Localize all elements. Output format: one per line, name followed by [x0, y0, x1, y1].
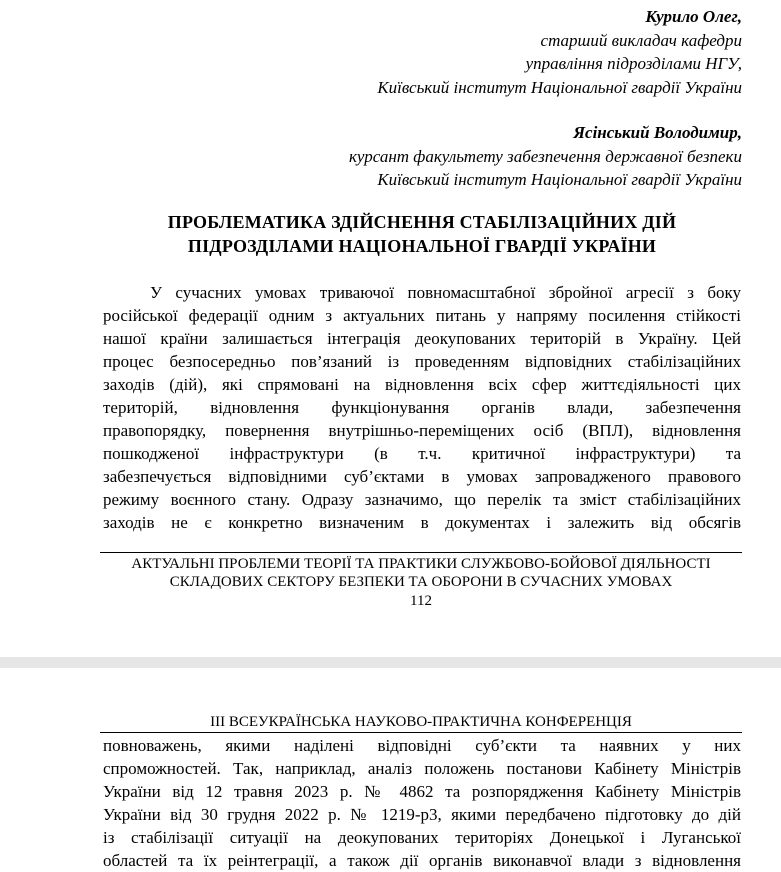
- author-department: управління підрозділами НГУ,: [525, 54, 742, 73]
- text-line: нашої країни залишається інтеграція деокупованих територій в Україну. Цей: [103, 329, 741, 348]
- page-separator: [0, 657, 781, 668]
- paragraph: [103, 281, 741, 534]
- author-institution: Київський інститут Національної гвардії України: [377, 77, 742, 97]
- text-line: територій, відновлення функціонування органів влади, забезпечення: [103, 398, 741, 417]
- text-line: заходів (дій), які спрямовані на відновлення всіх сфер життєдіяльності цих: [103, 375, 741, 394]
- text-line: України від 30 грудня 2022 р. № 1219-р3, якими передбачено підготовку до дій: [103, 805, 741, 824]
- footer-divider: [100, 552, 742, 553]
- author-block-yasinskyi: [349, 121, 742, 192]
- author-institution: Київський інститут Національної гвардії України: [377, 170, 742, 189]
- text-line: України від 12 травня 2023 р. № 4862 та розпорядження Кабінету Міністрів: [103, 782, 741, 801]
- page-header: ІІІ ВСЕУКРАЇНСЬКА НАУКОВО-ПРАКТИЧНА КОНФЕРЕНЦІЯ: [210, 714, 632, 730]
- footer-line: АКТУАЛЬНІ ПРОБЛЕМИ ТЕОРІЇ ТА ПРАКТИКИ СЛУЖБОВО-БОЙОВОЇ ДІЯЛЬНОСТІ: [131, 556, 711, 572]
- text-line: російської федерації одним з актуальних питань у напряму посилення стійкості: [103, 306, 741, 325]
- text-line: процес безпосередньо пов’язаний із проведенням відповідних стабілізаційних: [103, 352, 741, 371]
- text-line: заходів не є конкретно визначеним в документах і залежить від обсягів: [103, 513, 741, 532]
- document-page-113: [0, 668, 781, 870]
- author-position: старший викладач кафедри: [540, 30, 742, 50]
- text-line: пошкодженої інфраструктури (в т.ч. критичної інфраструктури) та: [103, 444, 741, 463]
- author-name: Курило Олег,: [645, 7, 742, 26]
- paragraph: [103, 734, 741, 872]
- author-name: Ясінський Володимир,: [573, 123, 742, 142]
- header-divider: [100, 732, 742, 733]
- footer-line: СКЛАДОВИХ СЕКТОРУ БЕЗПЕКИ ТА ОБОРОНИ В СУЧАСНИХ УМОВАХ: [169, 574, 673, 590]
- title-line: ПРОБЛЕМАТИКА ЗДІЙСНЕННЯ СТАБІЛІЗАЦІЙНИХ ДІЙ: [167, 212, 677, 232]
- text-line: повноважень, якими наділені відповідні суб’єкти та наявних у них: [103, 736, 741, 755]
- text-line: У сучасних умовах триваючої повномасштабної збройної агресії з боку: [150, 283, 741, 302]
- text-line: режиму воєнного стану. Одразу зазначимо, що перелік та зміст стабілізаційних: [103, 490, 741, 509]
- author-position: курсант факультету забезпечення державної безпеки: [348, 146, 742, 166]
- text-line: областей та їх реінтеграції, а також дії органів виконавчої влади з відновлення: [103, 851, 741, 870]
- text-line: спроможностей. Так, наприклад, аналіз положень постанови Кабінету Міністрів: [103, 759, 741, 778]
- title-line: ПІДРОЗДІЛАМИ НАЦІОНАЛЬНОЇ ГВАРДІЇ УКРАЇНИ: [187, 236, 657, 256]
- author-block-kurylo: [377, 5, 742, 99]
- page-footer: [100, 555, 742, 591]
- page-number: 112: [410, 593, 432, 609]
- article-title: [103, 210, 741, 258]
- text-line: забезпечується відповідними суб’єктами в умовах запровадженого правового: [103, 467, 741, 486]
- text-line: правопорядку, повернення внутрішньо-переміщених осіб (ВПЛ), відновлення: [103, 421, 741, 440]
- text-line: із стабілізації ситуації на деокупованих територіях Донецької і Луганської: [103, 828, 741, 847]
